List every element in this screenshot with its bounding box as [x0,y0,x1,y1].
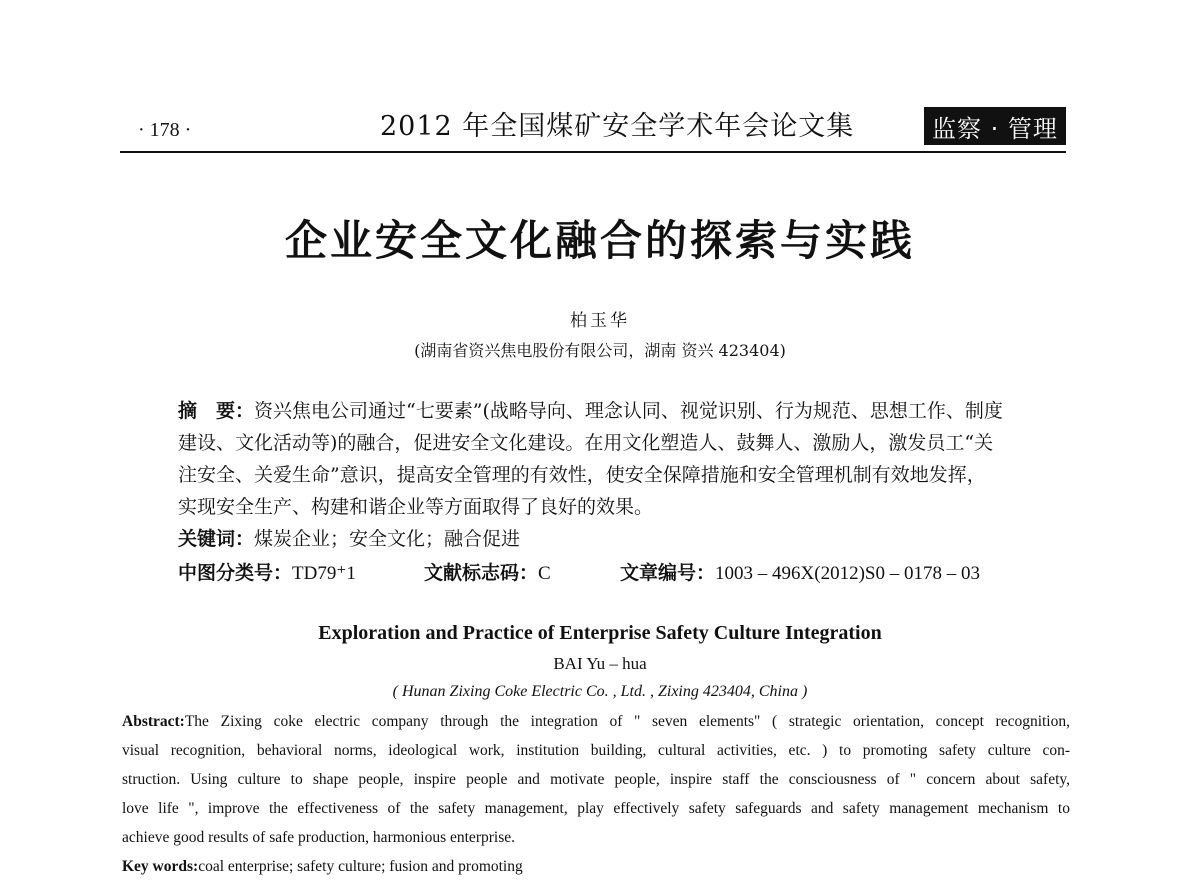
zh-keywords-label: 关键词： [178,528,255,550]
running-head: 2012 年全国煤矿安全学术年会论文集 [380,111,855,142]
zh-title: 企业安全文化融合的探索与实践 [284,216,915,265]
en-keywords-text: coal enterprise; safety culture; fusion and promoting [198,858,523,875]
zh-affiliation: (湖南省资兴焦电股份有限公司，湖南 资兴 423404) [414,341,786,360]
doc-code [424,558,551,585]
zh-abstract-label: 摘 要： [178,400,255,422]
doc-code-value: C [538,563,551,584]
section-tag: 监察 · 管理 [924,107,1066,145]
article-number [620,558,980,585]
zh-abstract-line: 注安全、关爱生命”意识，提高安全管理的有效性，使安全保障措施和安全管理机制有效地发挥， [178,464,986,486]
en-abstract-label: Abstract: [122,713,185,730]
en-affiliation: ( Hunan Zixing Coke Electric Co. , Ltd. , Zixing 423404, China ) [392,683,808,700]
clc-code [178,558,356,585]
en-keywords [122,858,1070,876]
en-author: BAI Yu – hua [553,654,647,673]
doc-code-label: 文献标志码： [424,562,539,584]
en-keywords-label: Key words: [122,858,199,875]
zh-keywords-text: 煤炭企业；安全文化；融合促进 [254,528,521,550]
page-number: · 178 · [138,119,192,141]
en-abstract-line: love life ", improve the effectiveness of the safety management, play effectively safety safeguards and safety management mechanism to [122,800,1070,817]
en-abstract-line: achieve good results of safe production, harmonious enterprise. [122,829,515,846]
header-rule [120,151,1066,153]
en-abstract-text: The Zixing coke electric company through the integration of " seven elements" ( strategic orientation, concept recognition, [184,713,1070,730]
en-abstract-line: struction. Using culture to shape people, inspire people and motivate people, inspire staff the consciousness of " concern about safety, [122,771,1070,788]
zh-keywords [178,524,520,551]
clc-value: TD79⁺1 [292,563,356,584]
zh-abstract-text: 资兴焦电公司通过“七要素”(战略导向、理念认同、视觉识别、行为规范、思想工作、制度 [254,400,1003,422]
en-title: Exploration and Practice of Enterprise Safety Culture Integration [318,622,882,644]
en-abstract-line [122,713,1070,731]
en-abstract-line: visual recognition, behavioral norms, ideological work, institution building, cultural activities, etc. ) to promoting safety culture con- [122,742,1070,759]
zh-author: 柏玉华 [570,311,630,331]
zh-abstract-line [178,396,1003,423]
article-number-label: 文章编号： [620,562,716,584]
clc-label: 中图分类号： [178,562,293,584]
zh-abstract-line: 建设、文化活动等)的融合，促进安全文化建设。在用文化塑造人、鼓舞人、激励人，激发员工“关 [178,432,994,454]
zh-abstract-line: 实现安全生产、构建和谐企业等方面取得了良好的效果。 [178,496,654,518]
article-number-value: 1003 – 496X(2012)S0 – 0178 – 03 [715,563,980,584]
